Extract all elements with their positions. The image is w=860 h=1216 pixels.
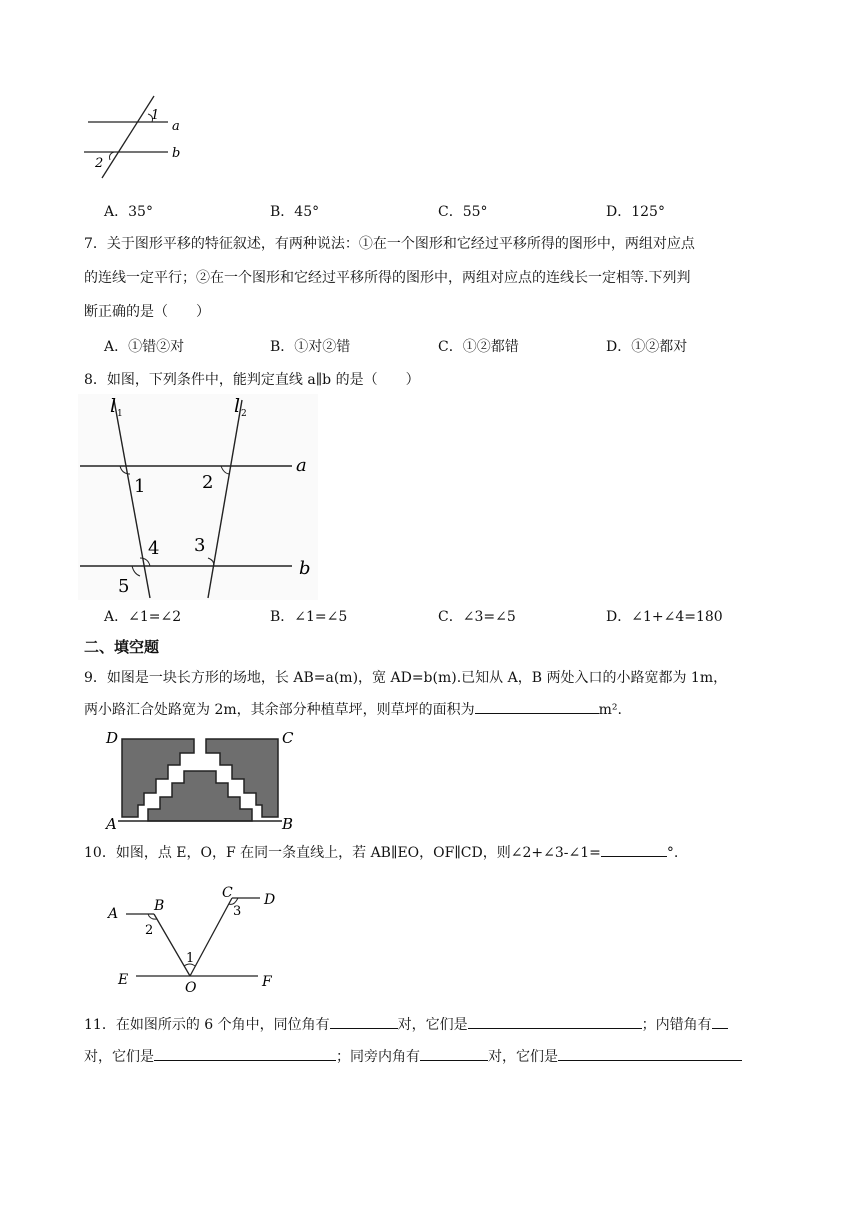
option-letter: D． — [606, 339, 632, 355]
q6-option-d[interactable] — [606, 202, 665, 222]
angle-2-label: 2 — [202, 472, 214, 493]
label-F: F — [262, 974, 272, 990]
option-text: ①错②对 — [128, 339, 185, 355]
q8-figure — [78, 394, 318, 600]
option-letter: A． — [104, 609, 129, 625]
q11-line1 — [84, 1014, 728, 1035]
option-letter: B． — [270, 609, 295, 625]
q11-line2 — [84, 1046, 742, 1067]
q10-suffix: °. — [666, 845, 679, 861]
option-letter: B． — [270, 339, 295, 355]
option-letter: D． — [606, 609, 632, 625]
q11-blank-alternate-list[interactable] — [154, 1046, 336, 1061]
q11-text-b: 对，它们是 — [397, 1017, 468, 1033]
option-text: ∠1+∠4=180 — [631, 609, 723, 625]
segment-BO — [154, 914, 190, 976]
angle-2-label: 2 — [145, 923, 154, 938]
option-letter: B． — [270, 204, 295, 220]
option-letter: C． — [438, 339, 463, 355]
angle-4-label: 4 — [148, 538, 160, 559]
q8-option-c[interactable] — [438, 607, 516, 627]
q9-stem-line1: 9．如图是一块长方形的场地，长 AB=a(m)，宽 AD=b(m).已知从 A，B 两处入口的小路宽都为 1m， — [84, 670, 728, 686]
q7-option-a[interactable] — [104, 337, 184, 357]
option-text: ①②都对 — [631, 339, 688, 355]
q11-text-f: 对，它们是 — [488, 1049, 558, 1065]
segment-OC — [190, 898, 232, 976]
q7-option-d[interactable] — [606, 337, 687, 357]
q11-blank-interior-list[interactable] — [558, 1046, 742, 1061]
label-C: C — [282, 729, 294, 747]
label-A: A — [106, 815, 117, 831]
option-letter: C． — [438, 204, 463, 220]
q9-answer-blank[interactable] — [475, 699, 599, 714]
label-E: E — [118, 972, 129, 988]
option-text: 35° — [128, 204, 153, 220]
option-letter: D． — [606, 204, 632, 220]
q6-option-c[interactable] — [438, 202, 488, 222]
label-A: A — [108, 906, 119, 922]
angle-2-arc — [110, 152, 115, 160]
option-text: 45° — [294, 204, 320, 220]
option-text: 125° — [631, 204, 665, 220]
q7-option-c[interactable] — [438, 337, 519, 357]
angle-1-label: 1 — [151, 108, 160, 123]
line-a-label: a — [172, 119, 180, 134]
angle-3-label: 3 — [194, 535, 206, 556]
option-text: ∠3=∠5 — [462, 609, 516, 625]
q9-suffix: m². — [598, 702, 622, 718]
l2-sub: 2 — [241, 409, 247, 419]
option-text: ∠1=∠5 — [294, 609, 348, 625]
q7-option-b[interactable] — [270, 337, 350, 357]
option-letter: A． — [104, 339, 129, 355]
angle-3-label: 3 — [233, 904, 242, 919]
q11-text-d: 对，它们是 — [84, 1049, 154, 1065]
q6-figure — [80, 92, 190, 182]
option-text: ①对②错 — [294, 339, 351, 355]
line-a-label: a — [296, 455, 307, 476]
q8-option-a[interactable] — [104, 607, 181, 627]
label-B: B — [154, 898, 165, 914]
label-B: B — [282, 815, 294, 831]
q6-option-a[interactable] — [104, 202, 153, 222]
label-D: D — [106, 729, 119, 747]
q11-blank-corresponding-count[interactable] — [330, 1014, 398, 1029]
l2-label: l — [234, 395, 241, 417]
q9-prefix: 两小路汇合处路宽为 2m，其余部分种植草坪，则草坪的面积为 — [84, 702, 475, 718]
q11-blank-corresponding-list[interactable] — [468, 1014, 642, 1029]
q11-text-c: ；内错角有 — [641, 1017, 712, 1033]
q9-stem-line2 — [84, 699, 622, 720]
q7-stem-line2: 的连线一定平行；②在一个图形和它经过平移所得的图形中，两组对应点的连线长一定相等.下列判 — [84, 270, 691, 286]
angle-5-label: 5 — [118, 576, 130, 597]
label-O: O — [185, 980, 197, 992]
q10-prefix: 10．如图，点 E，O，F 在同一条直线上，若 AB∥EO，OF∥CD，则∠2+∠3-∠1= — [84, 845, 601, 861]
q10-figure — [100, 880, 290, 992]
angle-1-label: 1 — [134, 476, 146, 497]
q9-figure — [100, 727, 300, 831]
q11-blank-alternate-count[interactable] — [712, 1014, 728, 1029]
q11-blank-interior-count[interactable] — [420, 1046, 488, 1061]
option-text: ①②都错 — [462, 339, 519, 355]
line-b-label: b — [172, 146, 181, 161]
transversal — [102, 96, 154, 178]
q8-stem: 8．如图，下列条件中，能判定直线 a∥b 的是（ ） — [84, 372, 420, 388]
l1-label: l — [110, 395, 117, 417]
option-text: 55° — [462, 204, 488, 220]
option-letter: A． — [104, 204, 129, 220]
q7-stem-line1: 7．关于图形平移的特征叙述，有两种说法：①在一个图形和它经过平移所得的图形中，两组对应点 — [84, 236, 695, 252]
q11-text-e: ；同旁内角有 — [336, 1049, 420, 1065]
q10-stem — [84, 842, 678, 863]
label-C: C — [222, 885, 233, 901]
q8-option-d[interactable] — [606, 607, 723, 627]
q7-stem-line3: 断正确的是（ ） — [84, 304, 210, 320]
l1-sub: 1 — [117, 409, 123, 419]
q8-option-b[interactable] — [270, 607, 347, 627]
option-letter: C． — [438, 609, 463, 625]
q10-answer-blank[interactable] — [601, 842, 667, 857]
q6-option-b[interactable] — [270, 202, 319, 222]
label-D: D — [264, 892, 276, 908]
option-text: ∠1=∠2 — [128, 609, 182, 625]
q11-text-a: 11．在如图所示的 6 个角中，同位角有 — [84, 1017, 330, 1033]
line-b-label: b — [299, 558, 311, 579]
section-title: 二、填空题 — [84, 638, 160, 656]
angle-1-label: 1 — [186, 951, 195, 966]
angle-2-label: 2 — [95, 156, 104, 171]
